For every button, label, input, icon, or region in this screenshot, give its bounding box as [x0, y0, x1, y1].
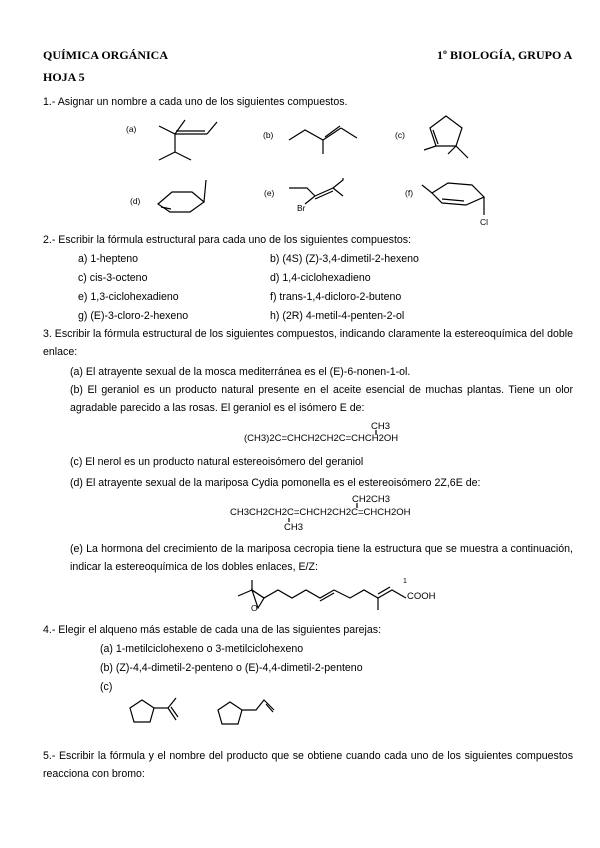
- q2-item-a: a) 1-hepteno: [78, 253, 139, 265]
- q3-item-d: (d) El atrayente sexual de la mariposa Cydia pomonella es el estereoisómero 2Z,6E de:: [70, 477, 481, 489]
- q2-item-h: h) (2R) 4-metil-4-penten-2-ol: [270, 310, 405, 322]
- q4-item-b: (b) (Z)-4,4-dimetil-2-penteno o (E)-4,4-dimetil-2-penteno: [100, 662, 363, 674]
- label-a: (a): [126, 124, 137, 134]
- atom-br: Br: [297, 203, 306, 213]
- q2-item-e: e) 1,3-ciclohexadieno: [78, 291, 179, 303]
- cecropia-hormone-structure: [232, 580, 432, 615]
- group-title: 1º BIOLOGÍA, GRUPO A: [437, 48, 573, 62]
- epoxide-oxygen: O: [251, 603, 258, 613]
- course-title: QUÍMICA ORGÁNICA: [43, 48, 169, 62]
- structure-c: [412, 106, 492, 166]
- q2-item-c: c) cis-3-octeno: [78, 272, 148, 284]
- q2-item-d: d) 1,4-ciclohexadieno: [270, 272, 371, 284]
- structure-f: [418, 175, 498, 220]
- structure-a: [145, 112, 225, 167]
- pomonella-substituent-bottom: CH3: [284, 522, 304, 533]
- q3-item-c: (c) El nerol es un producto natural estereoisómero del geraniol: [70, 456, 364, 468]
- q3-item-a: (a) El atrayente sexual de la mosca mediterránea es el (E)-6-nonen-1-ol.: [70, 366, 411, 378]
- allyl-cyclopentane: [212, 696, 292, 736]
- question-2: 2.- Escribir la fórmula estructural para cada uno de los siguientes compuestos:: [43, 234, 412, 246]
- carboxyl-group: COOH: [407, 591, 436, 602]
- geraniol-formula: (CH3)2C=CHCH2CH2C=CHCH2OH: [244, 433, 399, 444]
- carbon-number: 1: [403, 578, 407, 585]
- geraniol-substituent: CH3: [371, 421, 391, 432]
- atom-cl: Cl: [480, 217, 489, 227]
- pomonella-formula: CH3CH2CH2C=CHCH2CH2C=CHCH2OH: [230, 507, 411, 518]
- isopropenyl-cyclopentane: [124, 694, 194, 734]
- question-3: 3. Escribir la fórmula estructural de los siguientes compuestos, indicando claramente la estereoquímica del doble enlace:: [43, 328, 573, 358]
- q4-item-c: (c): [100, 681, 113, 693]
- q2-item-b: b) (4S) (Z)-3,4-dimetil-2-hexeno: [270, 253, 419, 265]
- question-5: 5.- Escribir la fórmula y el nombre del producto que se obtiene cuando cada uno de los siguientes compuestos reacciona con bromo:: [43, 750, 573, 780]
- label-d: (d): [130, 196, 141, 206]
- structure-b: [285, 118, 365, 158]
- question-1: 1.- Asignar un nombre a cada uno de los siguientes compuestos.: [43, 96, 348, 108]
- structure-d: [152, 174, 222, 219]
- label-f: (f): [405, 188, 414, 198]
- q3-item-e: (e) La hormona del crecimiento de la mariposa cecropia tiene la estructura que se muestra a continuación, indicar la estereoquímica de los dobles enlaces, E/Z:: [70, 543, 573, 573]
- sheet-title: HOJA 5: [43, 70, 85, 84]
- q3-item-b: (b) El geraniol es un producto natural presente en el aceite esencial de muchas plantas. Tiene un olor agradable parecido a las rosas. El geraniol es el isómero E de:: [70, 384, 573, 414]
- q4-item-a: (a) 1-metilciclohexeno o 3-metilciclohexeno: [100, 643, 304, 655]
- question-4: 4.- Elegir el alqueno más estable de cada una de las siguientes parejas:: [43, 624, 382, 636]
- q2-item-f: f) trans-1,4-dicloro-2-buteno: [270, 291, 402, 303]
- label-c: (c): [395, 130, 405, 140]
- label-b: (b): [263, 130, 274, 140]
- q2-item-g: g) (E)-3-cloro-2-hexeno: [78, 310, 189, 322]
- pomonella-substituent-top: CH2CH3: [352, 494, 391, 505]
- label-e: (e): [264, 188, 275, 198]
